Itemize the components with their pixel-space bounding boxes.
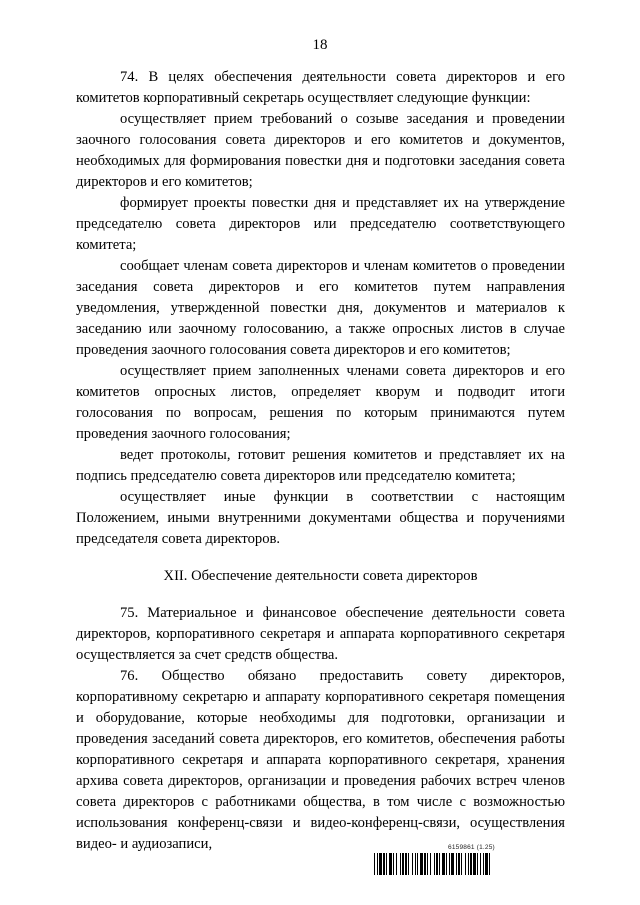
paragraph-function-draft-agenda: формирует проекты повестки дня и представляет их на утверждение председателю совета директоров или председателю соответствующего комитета; — [76, 195, 565, 253]
paragraph-76: 76. Общество обязано предоставить совету директоров, корпоративному секретарю и аппарату корпоративного секретаря помещения и оборудование, которые необходимы для подготовки, организации и проведения заседаний совета директоров, его комитетов, обеспечения работы корпоративного секретаря и аппарата корпоративного секретаря, хранения архива совета директоров, организации и проведения рабочих встреч членов совета директоров с работниками общества, в том числе с возможностью использования конференц-связи и видео-конференц-связи, осуществления видео- и аудиозаписи, — [76, 668, 565, 852]
paragraph-75: 75. Материальное и финансовое обеспечение деятельности совета директоров, корпоративного секретаря и аппарата корпоративного секретаря осуществляется за счет средств общества. — [76, 605, 565, 663]
paragraph-function-notify-members: сообщает членам совета директоров и членам комитетов о проведении заседания совета директоров и его комитетов путем направления уведомления, утвержденной повестки дня, документов и материалов к заседанию или заочному голосованию, а также опросных листов в случае проведения заочного голосования совета директоров и его комитетов; — [76, 258, 565, 358]
document-body — [76, 67, 565, 855]
section-heading: XII. Обеспечение деятельности совета директоров — [163, 568, 478, 584]
paragraph-function-other: осуществляет иные функции в соответствии с настоящим Положением, иными внутренними документами общества и поручениями председателя совета директоров. — [76, 489, 565, 547]
paragraph-function-receive-requests: осуществляет прием требований о созыве заседания и проведении заочного голосования совета директоров и его комитетов и документов, необходимых для формирования повестки дня и подготовки заседания совета директоров и его комитетов; — [76, 111, 565, 190]
footer-document-code: 6159861 (1.25) — [448, 844, 495, 851]
page-number: 18 — [312, 37, 328, 53]
paragraph-74: 74. В целях обеспечения деятельности совета директоров и его комитетов корпоративный секретарь осуществляет следующие функции: — [76, 69, 565, 106]
paragraph-function-receive-ballots: осуществляет прием заполненных членами совета директоров и его комитетов опросных листов, определяет кворум и подводит итоги голосования по вопросам, решения по которым принимаются путем проведения заочного голосования; — [76, 363, 565, 442]
paragraph-function-keep-minutes: ведет протоколы, готовит решения комитетов и представляет их на подпись председателю совета директоров или председателю комитета; — [76, 447, 565, 484]
barcode-icon — [374, 853, 584, 875]
